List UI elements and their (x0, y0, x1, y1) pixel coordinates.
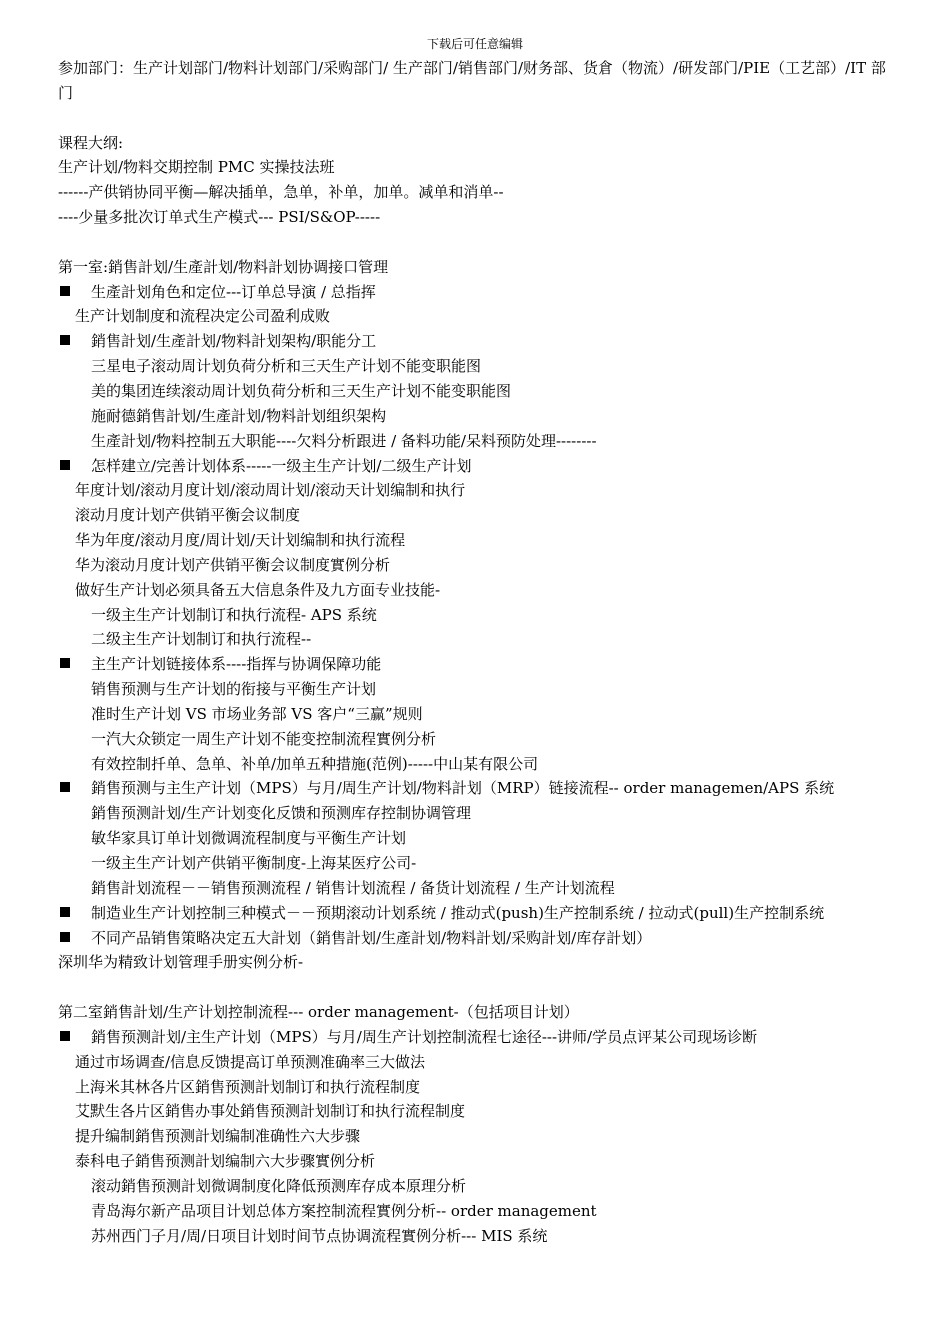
text-line (58, 851, 898, 876)
square-bullet-icon (58, 901, 91, 926)
text-line (58, 553, 898, 578)
line-text: 生产计划/物料交期控制 PMC 实操技法班 (58, 158, 335, 177)
text-line (58, 1000, 898, 1025)
line-text: 銷售预测与主生产计划（MPS）与月/周生产计划/物料計划（MRP）链接流程-- order managemen/APS 系统 (91, 779, 835, 798)
text-line (58, 205, 898, 230)
text-line (58, 876, 898, 901)
line-text: 不同产品销售策略决定五大計划（銷售計划/生產計划/物料計划/采购計划/库存計划） (91, 928, 652, 947)
line-text: 华为年度/滚动月度/周计划/天计划编制和执行流程 (75, 531, 406, 550)
bullet-item (58, 1025, 898, 1050)
square-bullet-icon (58, 926, 91, 951)
text-line (58, 429, 898, 454)
square-bullet-icon (58, 1025, 91, 1050)
blank-line (58, 975, 898, 1000)
text-line (58, 478, 898, 503)
line-text: 生产计划制度和流程决定公司盈利成败 (75, 307, 331, 326)
text-line (58, 304, 898, 329)
square-bullet-icon (58, 652, 91, 677)
text-line (58, 528, 898, 553)
text-line (58, 1075, 898, 1100)
square-bullet-icon (58, 329, 91, 354)
line-text: 做好生产计划必须具备五大信息条件及九方面专业技能- (75, 580, 441, 599)
text-line (58, 155, 898, 180)
text-line (58, 1199, 898, 1224)
line-text: 一汽大众锁定一周生产计划不能变控制流程實例分析 (91, 729, 437, 748)
line-text: 怎样建立/完善计划体系-----一级主生产计划/二级生产计划 (91, 456, 472, 475)
text-line (58, 379, 898, 404)
text-line (58, 503, 898, 528)
text-line (58, 131, 898, 156)
line-text: 主生产计划链接体系----指挥与协调保障功能 (91, 655, 382, 674)
bullet-item (58, 280, 898, 305)
line-text: 一级主生产计划产供销平衡制度-上海某医疗公司- (91, 854, 417, 872)
bullet-item (58, 776, 898, 801)
bullet-item (58, 926, 898, 951)
line-text: 施耐德銷售計划/生產計划/物料計划组织架构 (91, 406, 387, 425)
blank-line (58, 106, 898, 131)
line-text: 敏华家具订单计划微调流程制度与平衡生产计划 (91, 829, 407, 848)
line-text: 第一室:銷售計划/生產計划/物料計划协调接口管理 (58, 257, 389, 276)
bullet-item (58, 454, 898, 479)
text-line (58, 702, 898, 727)
text-line (58, 56, 898, 106)
square-bullet-icon (58, 776, 91, 801)
text-line (58, 603, 898, 628)
line-text: 苏州西门子月/周/日项目计划时间节点协调流程實例分析--- MIS 系统 (91, 1226, 548, 1245)
text-line (58, 727, 898, 752)
line-text: 年度计划/滚动月度计划/滚动周计划/滚动天计划编制和执行 (75, 481, 466, 500)
text-line (58, 1224, 898, 1249)
line-text: 深圳华为精致计划管理手册实例分析- (58, 953, 304, 972)
square-bullet-icon (58, 280, 91, 305)
line-text: ----少量多批次订单式生产模式--- PSI/S&OP----- (58, 208, 381, 227)
text-line (58, 1099, 898, 1124)
line-text: 第二室銷售計划/生产计划控制流程--- order management-（包括项目计划） (58, 1003, 579, 1022)
line-text: 二级主生产计划制订和执行流程-- (91, 630, 312, 649)
text-line (58, 826, 898, 851)
line-text: 美的集团连续滚动周计划负荷分析和三天生产计划不能变职能图 (91, 381, 512, 400)
line-text: 三星电子滚动周计划负荷分析和三天生产计划不能变职能图 (91, 357, 482, 376)
line-text: 泰科电子銷售预测計划编制六大步骤實例分析 (75, 1152, 376, 1171)
line-text: 通过市场调查/信息反馈提高订单预测准确率三大做法 (75, 1052, 426, 1071)
text-line (58, 1050, 898, 1075)
bullet-item (58, 652, 898, 677)
bullet-item (58, 901, 898, 926)
text-line (58, 1124, 898, 1149)
line-text: 滚动月度计划产供销平衡会议制度 (75, 506, 301, 525)
line-text: 课程大纲: (58, 133, 124, 152)
line-text: 参加部门：生产计划部门/物料计划部门/采购部门/ 生产部门/销售部门/财务部、货倉（物流）/研发部门/PIE（工艺部）/IT 部门 (58, 59, 886, 102)
line-text: 滚动銷售预测計划微调制度化降低预测库存成本原理分析 (91, 1176, 467, 1195)
text-line (58, 1174, 898, 1199)
line-text: 制造业生产计划控制三种模式－－预期滚动计划系统 / 推动式(push)生产控制系统 / 拉动式(pull)生产控制系统 (91, 903, 825, 922)
line-text: 銷售計划流程－－销售预测流程 / 销售计划流程 / 备货计划流程 / 生产计划流程 (91, 878, 615, 897)
line-text: 生產計划/物料控制五大职能----欠料分析跟进 / 备料功能/呆料预防处理-------- (91, 431, 597, 450)
line-text: 一级主生产计划制订和执行流程- APS 系统 (91, 605, 377, 624)
text-line (58, 950, 898, 975)
document-body (58, 56, 898, 1249)
line-text: 销售预测与生产计划的衔接与平衡生产计划 (91, 680, 377, 699)
text-line (58, 354, 898, 379)
text-line (58, 752, 898, 777)
blank-line (58, 230, 898, 255)
text-line (58, 801, 898, 826)
line-text: 华为滚动月度计划产供销平衡会议制度實例分析 (75, 555, 391, 574)
text-line (58, 578, 898, 603)
line-text: 提升编制銷售预测計划编制准确性六大步骤 (75, 1127, 361, 1146)
line-text: ------产供销协同平衡—解决插单，急单，补单，加单。减单和消单-- (58, 183, 504, 202)
text-line (58, 404, 898, 429)
text-line (58, 627, 898, 652)
line-text: 青岛海尔新产品项目计划总体方案控制流程實例分析-- order management (91, 1201, 597, 1220)
line-text: 生產計划角色和定位---订单总导演 / 总指挥 (91, 282, 376, 301)
line-text: 准时生产计划 VS 市场业务部 VS 客户“三赢”规则 (91, 704, 423, 723)
line-text: 上海米其林各片区銷售预测計划制订和执行流程制度 (75, 1077, 421, 1096)
line-text: 有效控制扦单、急单、补单/加单五种措施(范例)-----中山某有限公司 (91, 754, 539, 773)
line-text: 銷售预测計划/生产计划变化反馈和预测库存控制协调管理 (91, 804, 472, 823)
text-line (58, 180, 898, 205)
text-line (58, 677, 898, 702)
square-bullet-icon (58, 454, 91, 479)
line-text: 艾默生各片区銷售办事处銷售预测計划制订和执行流程制度 (75, 1102, 466, 1121)
bullet-item (58, 329, 898, 354)
line-text: 銷售計划/生產計划/物料計划架构/职能分工 (91, 332, 377, 351)
line-text: 銷售预测計划/主生产计划（MPS）与月/周生产计划控制流程七途径---讲师/学员点评某公司现场诊断 (91, 1027, 758, 1046)
page-header: 下载后可任意编辑 (426, 37, 523, 51)
text-line (58, 1149, 898, 1174)
text-line (58, 255, 898, 280)
